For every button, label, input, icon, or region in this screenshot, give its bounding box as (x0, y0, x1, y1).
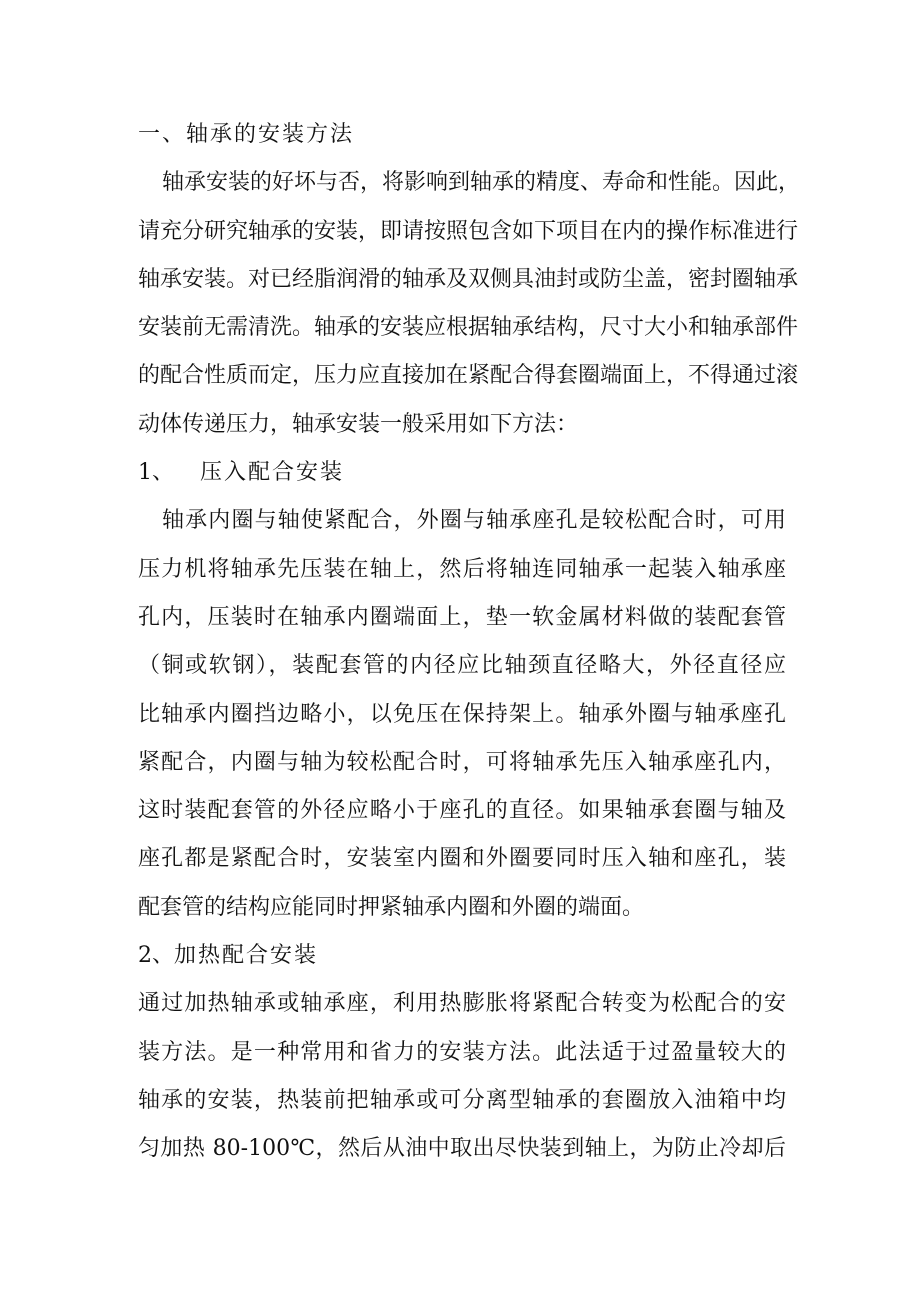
paragraph-line: 比轴承内圈挡边略小，以免压在保持架上。轴承外圈与轴承座孔 (138, 701, 786, 727)
paragraph-line: 配套管的结构应能同时押紧轴承内圈和外圈的端面。 (138, 894, 645, 920)
subsection-title: 压入配合安装 (200, 460, 345, 486)
subsection-heading (138, 932, 786, 980)
paragraph-line: 动体传递压力，轴承安装一般采用如下方法： (138, 411, 579, 437)
paragraph-line: 轴承内圈与轴使紧配合，外圈与轴承座孔是较松配合时，可用 (162, 508, 786, 534)
paragraph-line: 匀加热 80-100℃，然后从油中取出尽快装到轴上，为防止冷却后 (138, 1136, 786, 1162)
subsection-number: 1、 (138, 460, 174, 486)
paragraph-line: 压力机将轴承先压装在轴上，然后将轴连同轴承一起装入轴承座 (138, 556, 786, 582)
document-page (138, 111, 801, 1174)
paragraph-line: 请充分研究轴承的安装，即请按照包含如下项目在内的操作标准进行 (138, 218, 799, 244)
paragraph-line: 的配合性质而定，压力应直接加在紧配合得套圈端面上，不得通过滚 (138, 363, 799, 389)
paragraph-line: 通过加热轴承或轴承座，利用热膨胀将紧配合转变为松配合的安 (138, 991, 786, 1017)
paragraph-line: 座孔都是紧配合时，安装室内圈和外圈要同时压入轴和座孔，装 (138, 846, 786, 872)
paragraph-line: 安装前无需清洗。轴承的安装应根据轴承结构，尺寸大小和轴承部件 (138, 315, 799, 341)
section-heading: 一、轴承的安装方法 (138, 122, 355, 147)
paragraph-line: 轴承安装的好坏与否，将影响到轴承的精度、寿命和性能。因此， (162, 170, 801, 196)
subsection-title: 加热配合安装 (174, 943, 319, 969)
subsection-heading (138, 449, 786, 497)
paragraph-line: （铜或软钢），装配套管的内径应比轴颈直径略大，外径直径应 (138, 653, 786, 679)
paragraph-line: 这时装配套管的外径应略小于座孔的直径。如果轴承套圈与轴及 (138, 798, 786, 824)
paragraph-line: 轴承的安装，热装前把轴承或可分离型轴承的套圈放入油箱中均 (138, 1087, 786, 1113)
subsection-number: 2、 (138, 943, 174, 969)
paragraph-line: 装方法。是一种常用和省力的安装方法。此法适于过盈量较大的 (138, 1039, 786, 1065)
paragraph-line: 紧配合，内圈与轴为较松配合时，可将轴承先压入轴承座孔内， (138, 749, 786, 775)
paragraph-line: 孔内，压装时在轴承内圈端面上，垫一软金属材料做的装配套管 (138, 604, 786, 630)
paragraph-line: 轴承安装。对已经脂润滑的轴承及双侧具油封或防尘盖，密封圈轴承 (138, 266, 799, 292)
